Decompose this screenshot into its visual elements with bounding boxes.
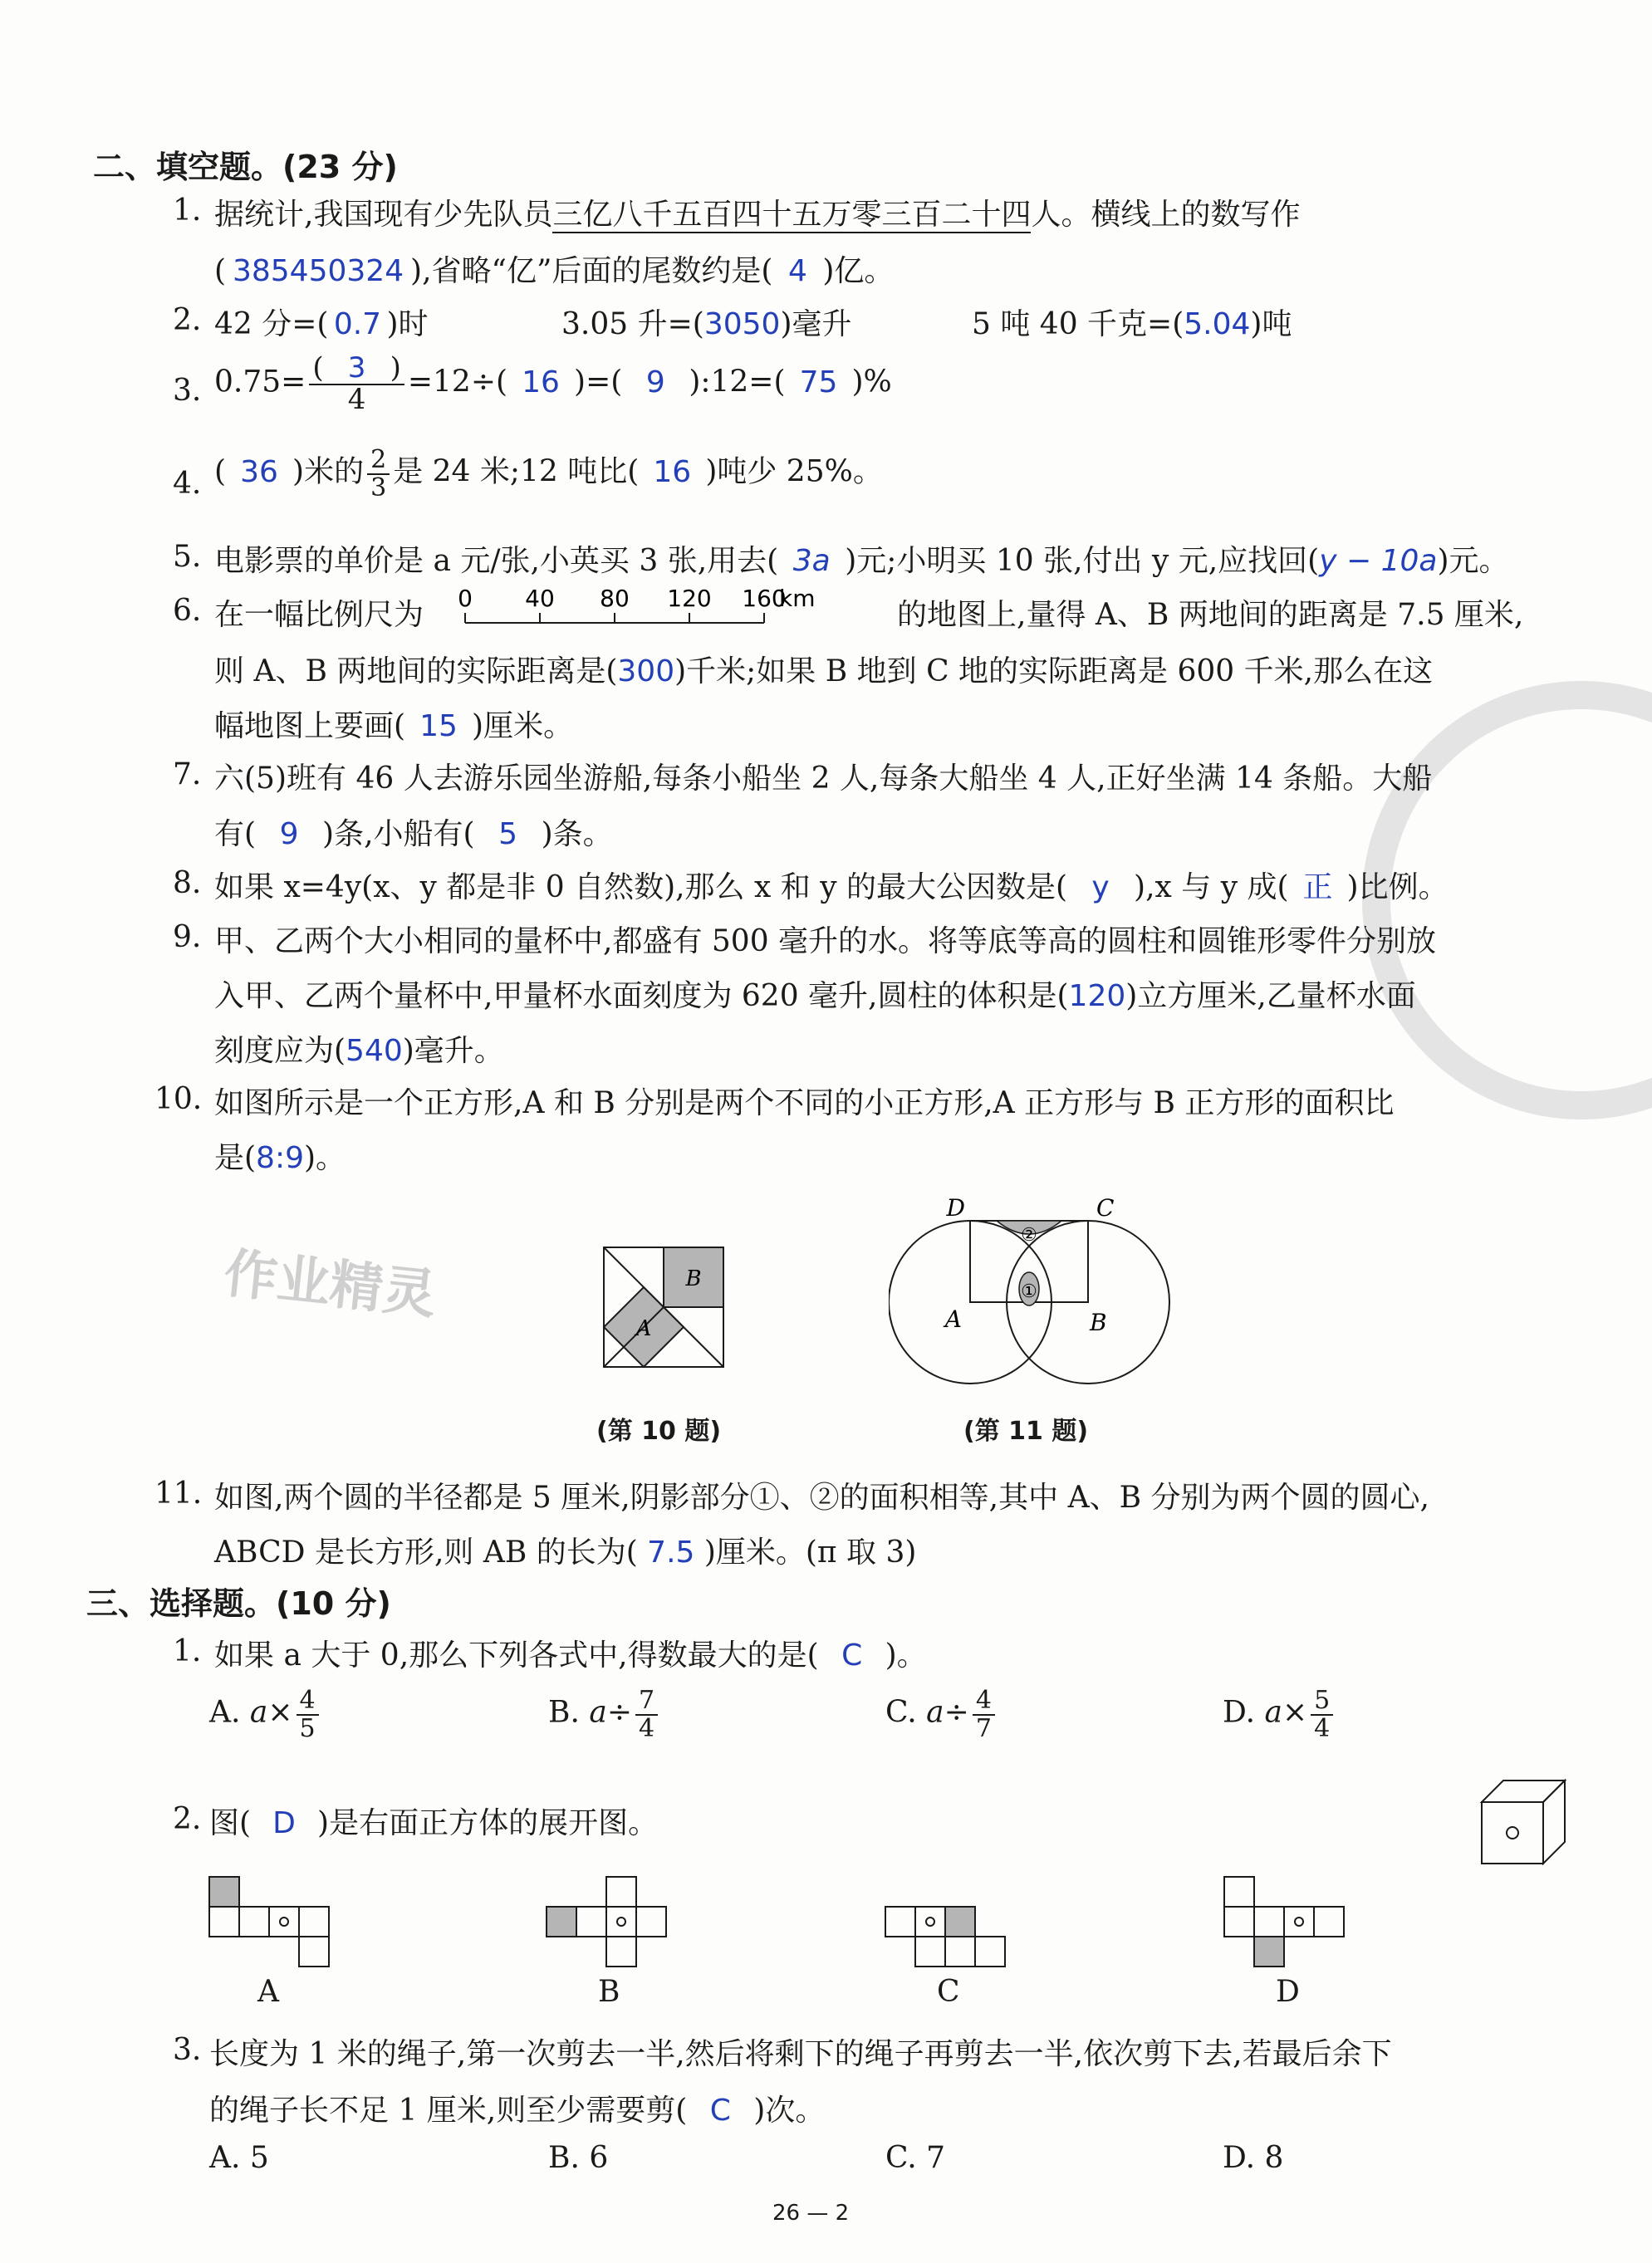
- s3-q1-line: 如果 a 大于 0,那么下列各式中,得数最大的是( C )。: [214, 1638, 927, 1673]
- fig11-label-a: A: [944, 1305, 962, 1333]
- fig10-label-b: B: [685, 1266, 702, 1291]
- q2-part3: 5 吨 40 千克=(5.04)吨: [972, 307, 1292, 341]
- s3-q1-option-c: C. a÷ $\frac{4}{7}$: [885, 1687, 998, 1741]
- q9-answer-2: 540: [346, 1034, 403, 1068]
- q8-number: 8.: [173, 866, 202, 900]
- q6-number: 6.: [173, 594, 202, 628]
- s3-q3-option-a: A. 5: [209, 2141, 269, 2175]
- net-d-label: D: [1276, 1975, 1300, 2009]
- q10-answer-1: 8:9: [256, 1141, 304, 1175]
- q11-number: 11.: [154, 1477, 203, 1511]
- q6-line1-a: 在一幅比例尺为: [214, 598, 424, 632]
- scale-tick-40: 40: [525, 585, 555, 612]
- q4-fraction: $\frac{2}{3}$: [367, 447, 390, 501]
- s3-q2-number: 2.: [173, 1802, 202, 1836]
- q8-answer-2: 正: [1302, 870, 1333, 904]
- fig11-label-b: B: [1090, 1309, 1107, 1336]
- q9-line1: 甲、乙两个大小相同的量杯中,都盛有 500 毫升的水。将等底等高的圆柱和圆锥形零件分别放: [214, 924, 1437, 958]
- q6-answer-1: 300: [617, 654, 675, 688]
- s3-q2-answer: D: [272, 1806, 296, 1840]
- scale-unit: km: [779, 585, 816, 612]
- net-b: [545, 1875, 671, 1968]
- s3-q2-line: 图( D )是右面正方体的展开图。: [209, 1806, 659, 1840]
- q2-part1: 42 分=( 0.7 )时: [214, 307, 429, 341]
- s3-q1-option-a: A. a× $\frac{4}{5}$: [209, 1687, 322, 1741]
- q6-line2: 则 A、B 两地间的实际距离是(300)千米;如果 B 地到 C 地的实际距离是 600 千米,那么在这: [214, 654, 1434, 688]
- q6-line1-b: 的地图上,量得 A、B 两地间的距离是 7.5 厘米,: [897, 598, 1524, 632]
- q7-answer-1: 9: [279, 817, 299, 851]
- figure-10: [602, 1246, 727, 1370]
- fig11-label-d: D: [946, 1196, 965, 1222]
- s3-q3-option-b: B. 6: [548, 2141, 609, 2175]
- q1-answer-2: 4: [787, 254, 807, 288]
- q1-line2: ( 385450324 ),省略“亿”后面的尾数约是( 4 )亿。: [214, 254, 895, 288]
- q10-line2: 是(8:9)。: [214, 1141, 346, 1175]
- q9-line3: 刻度应为(540)毫升。: [214, 1034, 504, 1068]
- q11-line2: ABCD 是长方形,则 AB 的长为( 7.5 )厘米。(π 取 3): [214, 1536, 917, 1570]
- fig10-caption: (第 10 题): [596, 1417, 722, 1446]
- s3-q3-option-d: D. 8: [1223, 2141, 1284, 2175]
- net-b-label: B: [598, 1975, 620, 2009]
- section-3-title: 三、选择题。(10 分): [86, 1585, 391, 1622]
- net-a: [208, 1875, 334, 1968]
- q3-number: 3.: [173, 374, 202, 408]
- q1-line1: 据统计,我国现有少先队员三亿八千五百四十五万零三百二十四人。横线上的数写作: [214, 198, 1301, 232]
- net-c: [884, 1875, 1010, 1968]
- fig11-caption: (第 11 题): [963, 1417, 1089, 1446]
- q8-answer-1: y: [1091, 870, 1110, 904]
- s3-q1-number: 1.: [173, 1634, 202, 1668]
- cube-figure: [1478, 1777, 1570, 1869]
- s3-q3-answer: C: [709, 2094, 731, 2128]
- s3-q1-option-b: B. a÷ $\frac{7}{4}$: [548, 1687, 661, 1741]
- q3-answer-4: 75: [799, 365, 838, 399]
- scale-tick-120: 120: [667, 585, 712, 612]
- q2-part2: 3.05 升=(3050)毫升: [561, 307, 852, 341]
- fig11-mark-1: ①: [1021, 1281, 1037, 1302]
- q7-number: 7.: [173, 757, 202, 791]
- q3-answer-3: 9: [645, 365, 665, 399]
- net-a-label: A: [257, 1975, 279, 2009]
- q3-line: 0.75= $\frac{( 3 )}{4}$ =12÷( 16 )=( 9 ):12=( 75 )%: [214, 351, 892, 416]
- q2-number: 2.: [173, 303, 202, 337]
- q3-answer-1: 3: [347, 351, 366, 385]
- q7-answer-2: 5: [498, 817, 518, 851]
- scale-tick-160: 160: [742, 585, 787, 612]
- s3-q3-line2: 的绳子长不足 1 厘米,则至少需要剪( C )次。: [209, 2094, 826, 2128]
- net-d: [1223, 1875, 1349, 1968]
- watermark: 作业精灵: [221, 1242, 439, 1327]
- q2-answer-2: 3050: [703, 307, 781, 341]
- figure-11: [889, 1196, 1179, 1395]
- q10-line1: 如图所示是一个正方形,A 和 B 分别是两个不同的小正方形,A 正方形与 B 正方形的面积比: [214, 1086, 1395, 1120]
- fig11-mark-2: ②: [1021, 1225, 1037, 1246]
- q2-answer-3: 5.04: [1184, 307, 1251, 341]
- s3-q1-option-d: D. a× $\frac{5}{4}$: [1223, 1687, 1336, 1741]
- q8-line: 如果 x=4y(x、y 都是非 0 自然数),那么 x 和 y 的最大公因数是( y ),x 与 y 成( 正 )比例。: [214, 864, 1449, 906]
- q1-number: 1.: [173, 193, 202, 228]
- q7-line2: 有( 9 )条,小船有( 5 )条。: [214, 817, 613, 851]
- q9-answer-1: 120: [1068, 979, 1126, 1013]
- q11-line1: 如图,两个圆的半径都是 5 厘米,阴影部分①、②的面积相等,其中 A、B 分别为两个圆的圆心,: [214, 1481, 1429, 1515]
- scale-bar: [455, 583, 895, 633]
- section-2-title: 二、填空题。(23 分): [93, 149, 398, 185]
- page-number: 26 — 2: [772, 2201, 850, 2226]
- q2-answer-1: 0.7: [333, 307, 382, 341]
- q9-line2: 入甲、乙两个量杯中,甲量杯水面刻度为 620 毫升,圆柱的体积是(120)立方厘米,乙量杯水面: [214, 979, 1416, 1013]
- q6-answer-2: 15: [419, 709, 458, 743]
- q5-answer-2: y − 10a: [1319, 544, 1438, 578]
- q6-line3: 幅地图上要画( 15 )厘米。: [214, 709, 574, 743]
- s3-q3-option-c: C. 7: [885, 2141, 946, 2175]
- q4-answer-2: 16: [653, 454, 692, 489]
- q3-answer-2: 16: [522, 365, 560, 399]
- scale-tick-80: 80: [600, 585, 630, 612]
- q9-number: 9.: [173, 920, 202, 954]
- fig10-label-a: A: [635, 1316, 652, 1341]
- q5-line: 电影票的单价是 a 元/张,小英买 3 张,用去( 3a )元;小明买 10 张,付出 y 元,应找回(y − 10a)元。: [214, 544, 1509, 578]
- s3-q3-line1: 长度为 1 米的绳子,第一次剪去一半,然后将剩下的绳子再剪去一半,依次剪下去,若最后余下: [209, 2037, 1392, 2071]
- q11-answer-1: 7.5: [647, 1536, 695, 1570]
- cube-circle-mark: [1507, 1827, 1518, 1839]
- fig11-label-c: C: [1096, 1196, 1115, 1222]
- s3-q3-number: 3.: [173, 2033, 202, 2067]
- s3-q1-answer: C: [841, 1638, 863, 1673]
- q1-answer-1: 385450324: [232, 254, 404, 288]
- q3-fraction: $\frac{( 3 )}{4}$: [309, 354, 404, 414]
- q4-number: 4.: [173, 467, 202, 501]
- q4-line: ( 36 )米的 $\frac{2}{3}$ 是 24 米;12 吨比( 16 )吨少 25%。: [214, 445, 883, 502]
- scale-tick-0: 0: [458, 585, 473, 612]
- q4-answer-1: 36: [240, 454, 278, 489]
- q5-number: 5.: [173, 540, 202, 574]
- q1-underlined-number: 三亿八千五百四十五万零三百二十四: [552, 198, 1032, 232]
- net-c-label: C: [937, 1975, 960, 2009]
- q10-number: 10.: [154, 1082, 203, 1116]
- q7-line1: 六(5)班有 46 人去游乐园坐游船,每条小船坐 2 人,每条大船坐 4 人,正好坐满 14 条船。大船: [214, 762, 1433, 796]
- q5-answer-1: 3a: [792, 544, 831, 578]
